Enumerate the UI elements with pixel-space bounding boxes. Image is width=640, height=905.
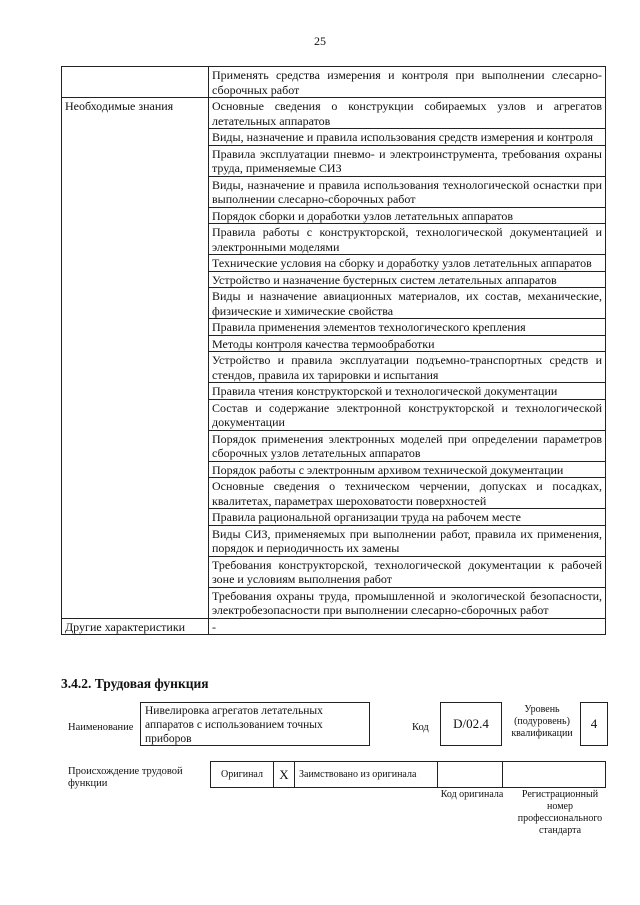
row-label: [62, 207, 209, 224]
row-label: [62, 430, 209, 461]
row-label: Необходимые знания: [62, 98, 209, 129]
table-row: [62, 224, 606, 255]
row-text: Состав и содержание электронной конструкторской и технологической документации: [209, 399, 606, 430]
row-text: Правила эксплуатации пневмо- и электроинструмента, требования охраны труда, применяемые СИЗ: [209, 145, 606, 176]
table-row: [62, 618, 606, 635]
row-text: Требования конструкторской, технологической документации к рабочей зоне и условиям выполнения работ: [209, 556, 606, 587]
table-row: [62, 335, 606, 352]
row-text: Виды, назначение и правила использования технологической оснастки при выполнении слесарно-сборочных работ: [209, 176, 606, 207]
table-row: [62, 129, 606, 146]
row-text: Устройство и правила эксплуатации подъемно-транспортных средств и стендов, правила их тарировки и испытания: [209, 352, 606, 383]
borrowed-label: Заимствовано из оригинала: [295, 762, 438, 787]
code-original-box: [438, 762, 503, 787]
row-text: Правила чтения конструкторской и технологической документации: [209, 383, 606, 400]
row-label: [62, 129, 209, 146]
original-mark: X: [274, 762, 295, 787]
row-text: -: [209, 618, 606, 635]
table-row: [62, 478, 606, 509]
table-row: [62, 176, 606, 207]
row-text: Порядок сборки и доработки узлов летательных аппаратов: [209, 207, 606, 224]
row-label: [62, 525, 209, 556]
row-label: [62, 145, 209, 176]
code-value: D/02.4: [440, 702, 502, 746]
reg-number-caption: Регистрационный номер профессионального стандарта: [517, 789, 603, 836]
row-text: Методы контроля качества термообработки: [209, 335, 606, 352]
page-number: 25: [314, 34, 326, 48]
table-row: [62, 556, 606, 587]
row-text: Основные сведения о техническом черчении, допусках и посадках, квалитетах, параметрах шероховатости поверхностей: [209, 478, 606, 509]
table-row: [62, 207, 606, 224]
name-value: Нивелировка агрегатов летательных аппаратов с использованием точных приборов: [140, 702, 370, 746]
row-label: [62, 383, 209, 400]
name-label: Наименование: [68, 722, 134, 733]
row-text: Основные сведения о конструкции собираемых узлов и агрегатов летательных аппаратов: [209, 98, 606, 129]
table-row: [62, 587, 606, 618]
row-label: [62, 176, 209, 207]
level-label: Уровень (подуровень) квалификации: [511, 704, 573, 739]
row-label: [62, 335, 209, 352]
row-text: Виды, назначение и правила использования средств измерения и контроля: [209, 129, 606, 146]
table-row: [62, 525, 606, 556]
table-row: [62, 67, 606, 98]
row-text: Правила применения элементов технологического крепления: [209, 319, 606, 336]
row-text: Технические условия на сборку и доработку узлов летательных аппаратов: [209, 255, 606, 272]
row-text: Применять средства измерения и контроля при выполнении слесарно-сборочных работ: [209, 67, 606, 98]
row-label: [62, 352, 209, 383]
level-value: 4: [580, 702, 608, 746]
row-label: [62, 224, 209, 255]
row-label: [62, 556, 209, 587]
row-text: Правила работы с конструкторской, технологической документацией и электронными моделями: [209, 224, 606, 255]
row-text: Порядок применения электронных моделей при определении параметров сборочных узлов летательных аппаратов: [209, 430, 606, 461]
row-label: [62, 509, 209, 526]
row-label: [62, 255, 209, 272]
table-row: [62, 399, 606, 430]
row-label: [62, 461, 209, 478]
table-row: [62, 271, 606, 288]
origin-label: Происхождение трудовой функции: [68, 766, 183, 789]
table-row: [62, 145, 606, 176]
row-label: [62, 271, 209, 288]
row-label: [62, 288, 209, 319]
knowledge-table: [61, 66, 606, 635]
table-row: [62, 98, 606, 129]
code-original-caption: Код оригинала: [440, 789, 504, 800]
row-text: Устройство и назначение бустерных систем летательных аппаратов: [209, 271, 606, 288]
code-label: Код: [412, 722, 429, 733]
original-label: Оригинал: [211, 762, 274, 787]
row-text: Виды и назначение авиационных материалов, их состав, механические, физические и химические свойства: [209, 288, 606, 319]
row-label: [62, 319, 209, 336]
row-text: Виды СИЗ, применяемых при выполнении работ, правила их применения, порядок и периодичность их замены: [209, 525, 606, 556]
table-row: [62, 461, 606, 478]
table-row: [62, 509, 606, 526]
row-text: Требования охраны труда, промышленной и экологической безопасности, электробезопасности при выполнении слесарно-сборочных работ: [209, 587, 606, 618]
table-row: [62, 319, 606, 336]
row-label: Другие характеристики: [62, 618, 209, 635]
table-row: [62, 430, 606, 461]
row-label: [62, 399, 209, 430]
table-row: [62, 288, 606, 319]
table-row: [62, 383, 606, 400]
row-text: Порядок работы с электронным архивом технической документации: [209, 461, 606, 478]
section-title: 3.4.2. Трудовая функция: [61, 676, 209, 691]
row-label: [62, 67, 209, 98]
table-row: [62, 352, 606, 383]
reg-number-box: [503, 762, 605, 787]
row-label: [62, 587, 209, 618]
table-row: [62, 255, 606, 272]
row-text: Правила рациональной организации труда на рабочем месте: [209, 509, 606, 526]
origin-row: [210, 761, 606, 788]
row-label: [62, 478, 209, 509]
